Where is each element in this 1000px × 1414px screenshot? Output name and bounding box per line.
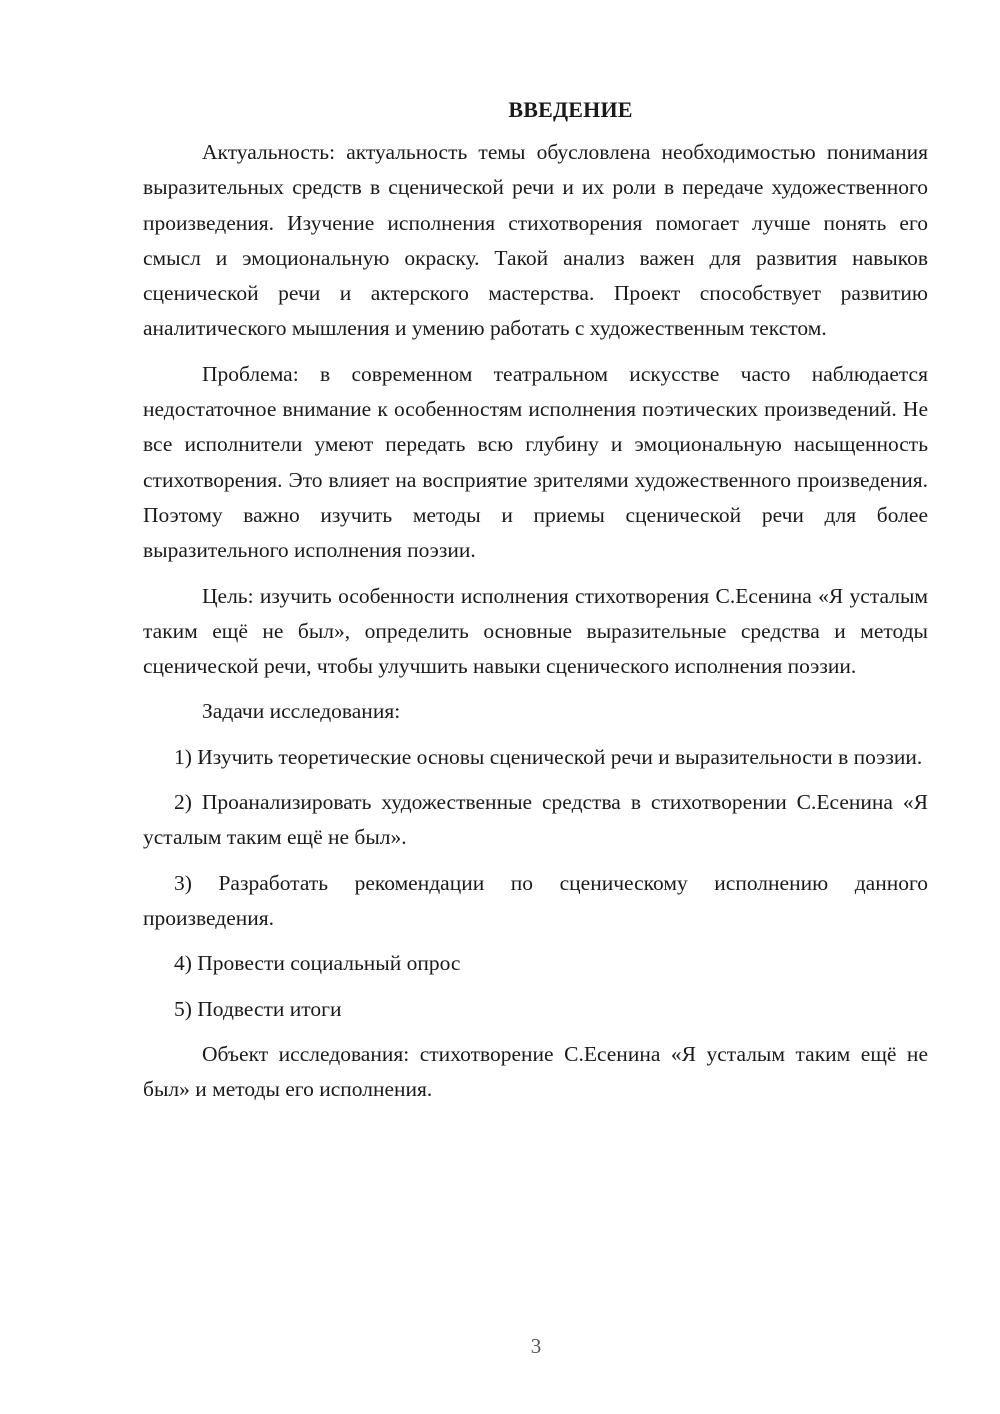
list-item: 4) Провести социальный опрос [174, 951, 461, 976]
page-number: 3 [530, 1334, 542, 1358]
relevance-paragraph: Актуальность: актуальность темы обусловлена необходимостью понимания выразительных средств в сценической речи и их роли в передаче художественного произведения. Изучение исполнения стихотворения помогает лучше понять его смысл и эмоциональную окраску. Такой анализ важен для развития навыков сценической речи и актерского мастерства. Проект способствует развитию аналитического мышления и умению работать с художественным текстом. [143, 140, 928, 341]
list-item: 3) Разработать рекомендации по сценическому исполнению данного произведения. [143, 870, 928, 930]
object-paragraph: Объект исследования: стихотворение С.Есенина «Я усталым таким ещё не был» и методы его исполнения. [143, 1041, 928, 1102]
list-item: 1) Изучить теоретические основы сценической речи и выразительности в поэзии. [174, 744, 923, 769]
list-item: 5) Подвести итоги [174, 996, 342, 1021]
tasks-heading: Задачи исследования: [202, 699, 401, 724]
page-title: ВВЕДЕНИЕ [508, 97, 633, 122]
goal-paragraph: Цель: изучить особенности исполнения стихотворения С.Есенина «Я усталым таким ещё не был», определить основные выразительные средства и методы сценической речи, чтобы улучшить навыки сценического исполнения поэзии. [143, 583, 928, 679]
document-page [143, 92, 928, 1117]
tasks-list [143, 740, 928, 1027]
list-item: 2) Проанализировать художественные средства в стихотворении С.Есенина «Я усталым таким ещё не был». [143, 790, 928, 850]
problem-paragraph: Проблема: в современном театральном искусстве часто наблюдается недостаточное внимание к особенностям исполнения поэтических произведений. Не все исполнители умеют передать всю глубину и эмоциональную насыщенность стихотворения. Это влияет на восприятие зрителями художественного произведения. Поэтому важно изучить методы и приемы сценической речи для более выразительного исполнения поэзии. [143, 361, 928, 563]
